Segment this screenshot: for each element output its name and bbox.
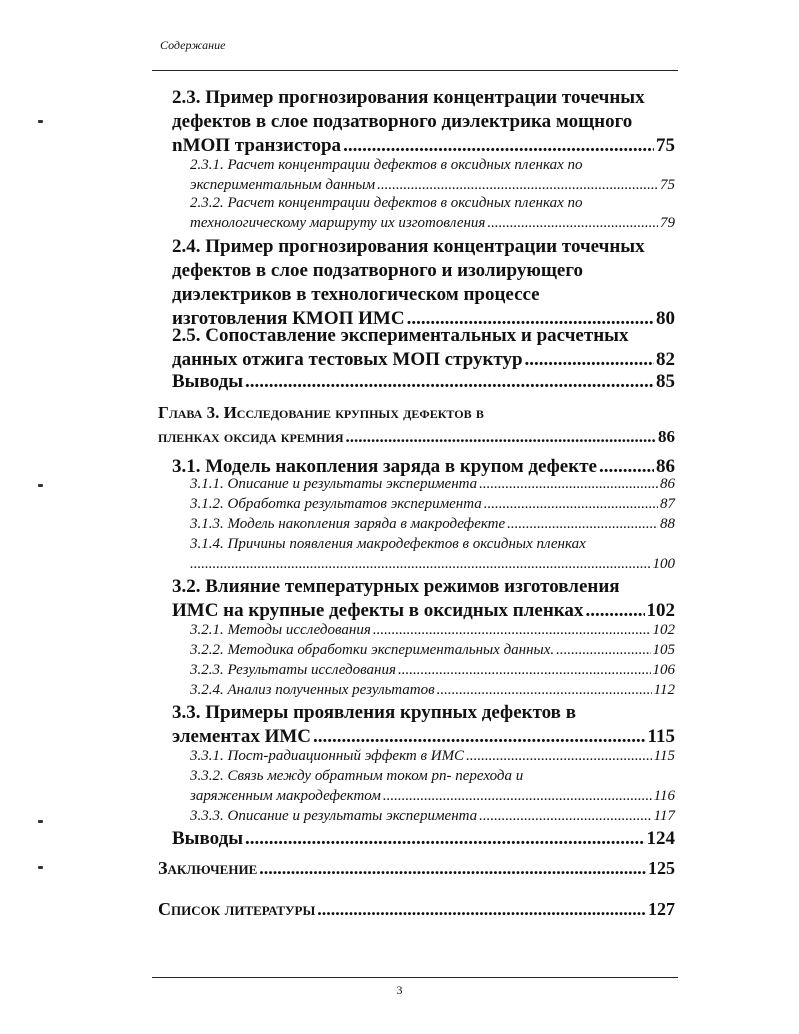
toc-entry-3-3-2-line2: заряженным макродефектом [190, 788, 381, 804]
toc-entry-3-2-2-page: 105 [652, 642, 675, 658]
toc-entry-3-2-4-page: 112 [653, 682, 675, 698]
toc-entry-3-1-2-page: 87 [660, 496, 675, 512]
toc-entry-3-1-label: 3.1. Модель накопления заряда в крупом дефекте [172, 456, 597, 477]
toc-entry-3-3-3-label: 3.3.3. Описание и результаты эксперимента [190, 808, 478, 824]
page-number: 3 [396, 983, 403, 997]
dot-leader [487, 215, 658, 232]
dot-leader [585, 600, 644, 622]
toc-entry-3-1-4-line1: 3.1.4. Причины появления макродефектов в оксидных пленках [190, 536, 586, 552]
toc-entry-chapter3-conclusions-page: 124 [646, 828, 675, 849]
toc-entry-3-1-3-label: 3.1.3. Модель накопления заряда в макродефекте [190, 516, 506, 532]
toc-entry-3-2-leader[interactable] [172, 600, 675, 622]
toc-entry-3-2-page: 102 [646, 600, 675, 621]
toc-entry-3-2-1[interactable] [190, 622, 675, 639]
toc-entry-3-2-1-label: 3.2.1. Методы исследования [190, 622, 371, 638]
toc-entry-3-1-4-leader[interactable] [190, 556, 675, 573]
toc-entry-3-2-3[interactable] [190, 662, 675, 679]
toc-entry-chapter3-conclusions-label: Выводы [172, 828, 244, 849]
toc-entry-conclusion-label: Заключение [158, 858, 258, 878]
dot-leader [373, 622, 651, 639]
dot-leader [525, 349, 654, 371]
toc-entry-chapter2-conclusions-page: 85 [656, 371, 675, 392]
dot-leader [507, 516, 658, 533]
toc-chapter-3-leader[interactable] [158, 427, 675, 447]
toc-entry-3-3-line2: элементах ИМС [172, 726, 312, 747]
toc-entry-3-1-4-page: 100 [652, 556, 675, 572]
toc-entry-2-3-1-page: 75 [660, 177, 675, 193]
toc-entry-2-3-1-leader[interactable] [190, 177, 675, 194]
dot-leader [556, 642, 650, 659]
toc-chapter-3-line2: пленках оксида кремния [158, 427, 344, 446]
toc-entry-chapter3-conclusions[interactable] [172, 828, 675, 850]
toc-entry-2-4-line1: 2.4. Пример прогнозирования концентрации точечных [172, 236, 645, 257]
dot-leader [317, 899, 646, 920]
toc-entry-2-4-line3: диэлектриков в технологическом процессе [172, 284, 540, 305]
toc-entry-2-3-line2: дефектов в слое подзатворного диэлектрика мощного [172, 111, 633, 132]
toc-entry-2-3-leader[interactable] [172, 135, 675, 157]
toc-entry-2-4-page: 80 [656, 308, 675, 329]
toc-entry-references[interactable] [158, 899, 675, 920]
toc-entry-references-label: Список литературы [158, 899, 316, 919]
dot-leader [599, 456, 654, 478]
toc-entry-3-1-1-label: 3.1.1. Описание и результаты эксперимента [190, 476, 478, 492]
toc-entry-3-2-4-label: 3.2.4. Анализ полученных результатов [190, 682, 435, 698]
toc-entry-3-1-1-page: 86 [660, 476, 675, 492]
toc-entry-2-3-2-leader[interactable] [190, 215, 675, 232]
toc-entry-chapter2-conclusions-label: Выводы [172, 371, 244, 392]
toc-entry-chapter2-conclusions[interactable] [172, 371, 675, 393]
toc-chapter-3-page: 86 [658, 427, 675, 446]
toc-entry-2-5-leader[interactable] [172, 349, 675, 371]
dot-leader [383, 788, 652, 805]
toc-entry-3-2-3-label: 3.2.3. Результаты исследования [190, 662, 396, 678]
toc-entry-3-1-3[interactable] [190, 516, 675, 533]
dot-leader [479, 476, 658, 493]
toc-entry-conclusion-page: 125 [648, 858, 675, 878]
toc-entry-2-5-line1: 2.5. Сопоставление экспериментальных и расчетных [172, 325, 629, 346]
toc-entry-2-3-line3: nМОП транзистора [172, 135, 342, 156]
toc-entry-3-1-2[interactable] [190, 496, 675, 513]
toc-entry-2-3-1-line2: экспериментальным данным [190, 177, 376, 193]
toc-entry-2-3-line1: 2.3. Пример прогнозирования концентрации точечных [172, 87, 645, 108]
toc-entry-2-3-1-line1: 2.3.1. Расчет концентрации дефектов в оксидных пленках по [190, 157, 583, 173]
dot-leader [259, 858, 646, 879]
footer-rule [152, 977, 678, 978]
toc-entry-3-2-2[interactable] [190, 642, 675, 659]
toc-entry-2-4-line2: дефектов в слое подзатворного и изолирующего [172, 260, 583, 281]
toc-entry-3-3-line1: 3.3. Примеры проявления крупных дефектов в [172, 702, 576, 723]
toc-entry-3-3-3-page: 117 [653, 808, 675, 824]
toc-entry-3-3-1[interactable] [190, 748, 675, 765]
toc-entry-3-1-2-label: 3.1.2. Обработка результатов эксперимента [190, 496, 482, 512]
toc-entry-3-3-1-label: 3.3.1. Пост-радиационный эффект в ИМС [190, 748, 465, 764]
toc-entry-3-1[interactable] [172, 456, 675, 478]
toc-entry-3-2-3-page: 106 [652, 662, 675, 678]
toc-entry-3-1-3-page: 88 [660, 516, 675, 532]
dot-leader [346, 427, 657, 447]
dot-leader [245, 828, 644, 850]
toc-entry-2-3-2-line1: 2.3.2. Расчет концентрации дефектов в оксидных пленках по [190, 195, 583, 211]
toc-entry-2-5-page: 82 [656, 349, 675, 370]
toc-entry-3-3-2-page: 116 [653, 788, 675, 804]
toc-entry-2-3-2-line2: технологическому маршруту их изготовления [190, 215, 486, 231]
dot-leader [437, 682, 652, 699]
dot-leader [190, 556, 651, 573]
toc-entry-3-2-1-page: 102 [652, 622, 675, 638]
toc-entry-3-2-4[interactable] [190, 682, 675, 699]
toc-entry-3-3-1-page: 115 [653, 748, 675, 764]
toc-chapter-3-line1: Глава 3. Исследование крупных дефектов в [158, 403, 484, 422]
toc-entry-3-3-2-line1: 3.3.2. Связь между обратным током pn- перехода и [190, 768, 524, 784]
toc-entry-3-1-1[interactable] [190, 476, 675, 493]
dot-leader [313, 726, 646, 748]
toc-entry-3-2-line2: ИМС на крупные дефекты в оксидных пленках [172, 600, 584, 621]
toc-entry-2-3-2-page: 79 [660, 215, 675, 231]
toc-entry-references-page: 127 [648, 899, 675, 919]
toc-entry-3-2-2-label: 3.2.2. Методика обработки экспериментальных данных. [190, 642, 555, 658]
dot-leader [245, 371, 654, 393]
toc-entry-conclusion[interactable] [158, 858, 675, 879]
toc-entry-3-3-leader[interactable] [172, 726, 675, 748]
toc-entry-3-3-page: 115 [647, 726, 675, 747]
dot-leader [398, 662, 651, 679]
toc-entry-3-1-page: 86 [656, 456, 675, 477]
toc-entry-2-4-line4: изготовления КМОП ИМС [172, 308, 405, 329]
toc-entry-3-3-2-leader[interactable] [190, 788, 675, 805]
toc-entry-2-3-page: 75 [656, 135, 675, 156]
dot-leader [343, 135, 654, 157]
running-header: Содержание [160, 38, 226, 52]
dot-leader [466, 748, 652, 765]
dot-leader [484, 496, 658, 513]
toc-entry-2-5-line2: данных отжига тестовых МОП структур [172, 349, 523, 370]
toc-entry-3-3-3[interactable] [190, 808, 675, 825]
dot-leader [377, 177, 658, 194]
dot-leader [479, 808, 651, 825]
toc-entry-3-2-line1: 3.2. Влияние температурных режимов изготовления [172, 576, 620, 597]
